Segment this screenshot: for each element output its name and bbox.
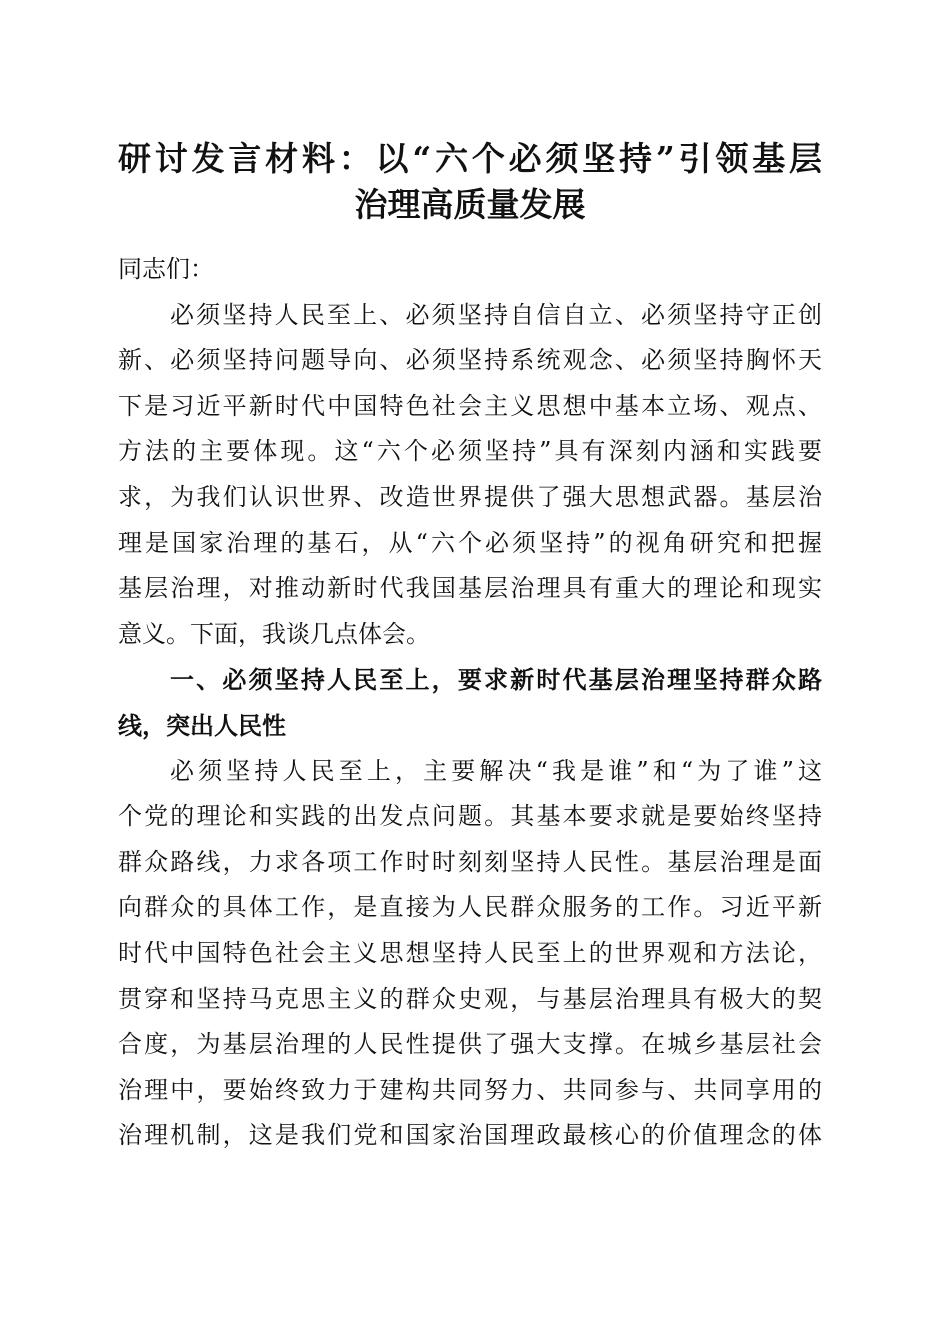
text-line: 时代中国特色社会主义思想坚持人民至上的世界观和方法论，	[118, 938, 822, 967]
text-line: 新、必须坚持问题导向、必须坚持系统观念、必须坚持胸怀天	[118, 346, 822, 375]
section-heading	[118, 657, 822, 748]
paragraph	[118, 749, 822, 1159]
text-line: 治理机制，这是我们党和国家治国理政最核心的价值理念的体	[118, 1121, 822, 1150]
text-line: 线，突出人民性	[118, 710, 286, 740]
text-line: 同志们：	[118, 255, 214, 283]
document-body	[118, 247, 822, 1159]
text-line: 贯穿和坚持马克思主义的群众史观，与基层治理具有极大的契	[118, 984, 822, 1013]
text-line: 向群众的具体工作，是直接为人民群众服务的工作。习近平新	[118, 893, 822, 922]
paragraph	[118, 293, 822, 658]
text-line: 求，为我们认识世界、改造世界提供了强大思想武器。基层治	[118, 482, 822, 511]
text-line: 理是国家治理的基石，从“六个必须坚持”的视角研究和把握	[118, 528, 822, 557]
text-line: 基层治理，对推动新时代我国基层治理具有重大的理论和现实	[118, 574, 822, 603]
text-line: 方法的主要体现。这“六个必须坚持”具有深刻内涵和实践要	[118, 437, 822, 466]
text-line: 个党的理论和实践的出发点问题。其基本要求就是要始终坚持	[118, 802, 822, 831]
title-line-2: 治理高质量发展	[354, 185, 586, 224]
text-line: 意义。下面，我谈几点体会。	[118, 619, 430, 648]
text-line: 下是习近平新时代中国特色社会主义思想中基本立场、观点、	[118, 391, 822, 420]
salutation	[118, 247, 822, 293]
document-title	[118, 136, 822, 228]
title-line-1: 研讨发言材料：以“六个必须坚持”引领基层	[118, 139, 822, 178]
text-line: 合度，为基层治理的人民性提供了强大支撑。在城乡基层社会	[118, 1030, 822, 1059]
text-line: 群众路线，力求各项工作时时刻刻坚持人民性。基层治理是面	[118, 847, 822, 876]
text-line: 必须坚持人民至上、必须坚持自信自立、必须坚持守正创	[170, 300, 822, 329]
text-line: 一、必须坚持人民至上，要求新时代基层治理坚持群众路	[170, 665, 822, 695]
text-line: 必须坚持人民至上，主要解决“我是谁”和“为了谁”这	[170, 756, 822, 785]
text-line: 治理中，要始终致力于建构共同努力、共同参与、共同享用的	[118, 1075, 822, 1104]
